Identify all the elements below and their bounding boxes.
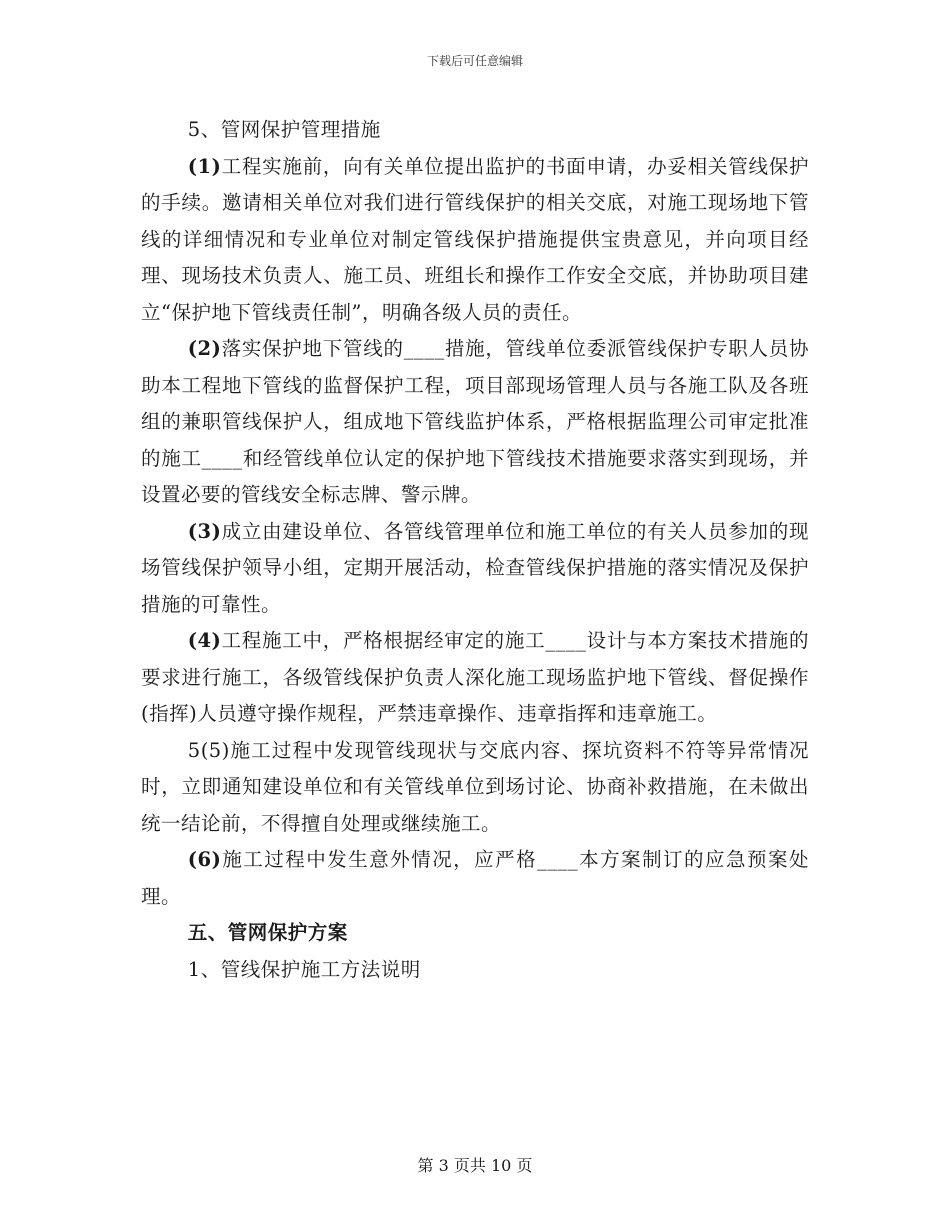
item-number-2: (2) [187,337,222,360]
paragraph-6-text: 施工过程中发生意外情况，应严格____本方案制订的应急预案处理。 [141,848,809,908]
section-heading: 五、管网保护方案 [187,921,348,944]
document-body [141,112,809,988]
paragraph-2-text: 落实保护地下管线的____措施，管线单位委派管线保护专职人员协助本工程地下管线的监督保护工程，项目部现场管理人员与各施工队及各班组的兼职管线保护人，组成地下管线监护体系，严格根据监理公司审定批准的施工____和经管线单位认定的保护地下管线技术措施要求落实到现场，并设置必要的管线安全标志牌、警示牌。 [141,337,809,506]
paragraph-4 [141,623,809,733]
item-number-6: (6) [187,848,222,871]
paragraph-1-text: 工程实施前，向有关单位提出监护的书面申请，办妥相关管线保护的手续。邀请相关单位对我们进行管线保护的相关交底，对施工现场地下管线的详细情况和专业单位对制定管线保护措施提供宝贵意见，并向项目经理、现场技术负责人、施工员、班组长和操作工作安全交底，并协助项目建立“保护地下管线责任制”，明确各级人员的责任。 [141,154,809,324]
paragraph-3 [141,514,809,624]
paragraph-3-text: 成立由建设单位、各管线管理单位和施工单位的有关人员参加的现场管线保护领导小组，定期开展活动，检查管线保护措施的落实情况及保护措施的可靠性。 [141,519,809,616]
page-footer: 第 3 页共 10 页 [417,1156,533,1175]
paragraph-1 [141,149,809,332]
paragraph-2 [141,331,809,514]
subsection-heading-2: 1、管线保护施工方法说明 [187,957,421,981]
subsection-heading: 5、管网保护管理措施 [187,118,381,141]
item-number-4: (4) [187,629,222,652]
page-header: 下载后可任意编辑 [426,54,523,68]
item-number-3: (3) [187,519,222,543]
paragraph-4-text: 工程施工中，严格根据经审定的施工____设计与本方案技术措施的要求进行施工，各级管线保护负责人深化施工现场监护地下管线、督促操作(指挥)人员遵守操作规程，严禁违章操作、违章指挥和违章施工。 [141,629,809,725]
paragraph-6 [141,842,809,915]
item-number-1: (1) [187,154,222,178]
paragraph-5: 5(5)施工过程中发现管线现状与交底内容、探坑资料不符等异常情况时，立即通知建设单位和有关管线单位到场讨论、协商补救措施，在未做出统一结论前，不得擅自处理或继续施工。 [141,738,809,835]
